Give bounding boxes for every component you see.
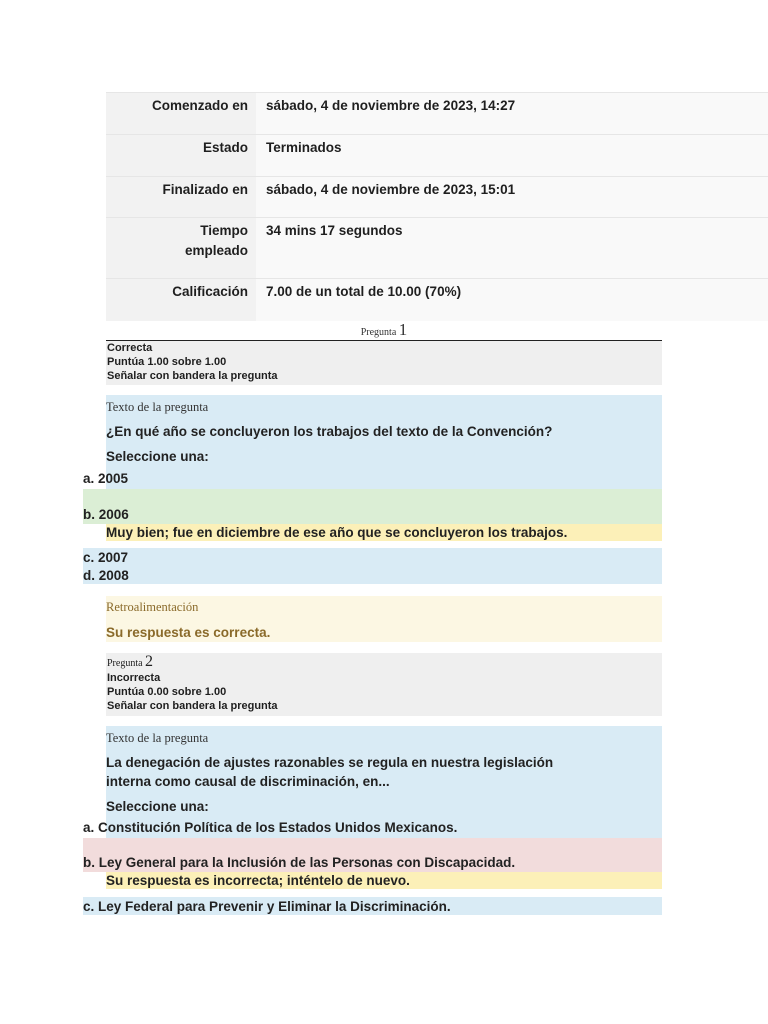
question-2-info: [106, 653, 662, 716]
time-value: 34 mins 17 segundos: [256, 218, 768, 278]
question-2-select-one: Seleccione una:: [106, 799, 209, 814]
question-2-status: Incorrecta: [107, 672, 161, 684]
question-1-score: Puntúa 1.00 sobre 1.00: [107, 356, 227, 368]
question-1-flag-link[interactable]: Señalar con bandera la pregunta: [107, 370, 278, 382]
question-1-feedback: Muy bien; fue en diciembre de ese año que se concluyeron los trabajos.: [106, 524, 662, 541]
started-value: sábado, 4 de noviembre de 2023, 14:27: [256, 93, 768, 134]
question-1-option-a[interactable]: a. 2005: [83, 471, 129, 486]
question-1-option-c[interactable]: c. 2007: [83, 550, 129, 565]
question-2-option-a[interactable]: a. Constitución Política de los Estados Unidos Mexicanos.: [83, 820, 458, 835]
question-1-info: [106, 341, 662, 385]
retro-label: Retroalimentación: [106, 600, 199, 614]
question-1-text: ¿En qué año se concluyeron los trabajos del texto de la Convención?: [106, 424, 553, 439]
finished-value: sábado, 4 de noviembre de 2023, 15:01: [256, 177, 768, 217]
question-1-option-b-bg: [83, 489, 662, 524]
question-2-flag-link[interactable]: Señalar con bandera la pregunta: [107, 700, 278, 712]
question-1-text-box: [106, 395, 662, 489]
question-2-number: 2: [145, 653, 154, 670]
grade-value: 7.00 de un total de 10.00 (70%): [256, 279, 768, 321]
question-2-option-c[interactable]: c. Ley Federal para Prevenir y Eliminar la Discriminación.: [83, 899, 451, 914]
question-2-option-b[interactable]: b. Ley General para la Inclusión de las Personas con Discapacidad.: [83, 855, 516, 870]
question-1-status: Correcta: [107, 342, 153, 354]
question-1-select-one: Seleccione una:: [106, 449, 209, 464]
question-2-text: [106, 753, 662, 791]
time-label-line2: empleado: [184, 243, 248, 258]
question-2-score: Puntúa 0.00 sobre 1.00: [107, 686, 227, 698]
question-2-word: Pregunta: [107, 658, 143, 669]
question-1-options-cd-bg: [83, 548, 662, 584]
question-1-number: 1: [398, 320, 408, 339]
question-1-heading: [106, 320, 662, 340]
time-label: [106, 218, 256, 278]
state-value: Terminados: [256, 135, 768, 176]
summary-row-state: [106, 135, 768, 177]
summary-row-started: [106, 93, 768, 135]
question-2-text-label: Texto de la pregunta: [106, 731, 209, 745]
summary-row-finished: [106, 177, 768, 218]
question-2-feedback: Su respuesta es incorrecta; inténtelo de nuevo.: [106, 872, 662, 889]
finished-label: Finalizado en: [106, 177, 256, 217]
question-1-word: Pregunta: [360, 327, 397, 338]
question-1-text-label: Texto de la pregunta: [106, 400, 209, 414]
summary-row-grade: [106, 279, 768, 321]
state-label: Estado: [106, 135, 256, 176]
question-1-option-d[interactable]: d. 2008: [83, 568, 129, 583]
question-2-text-line2: interna como causal de discriminación, en...: [106, 774, 390, 789]
question-1-option-b[interactable]: b. 2006: [83, 507, 129, 522]
grade-label: Calificación: [106, 279, 256, 321]
question-2-heading: [107, 655, 662, 671]
summary-row-time: [106, 218, 768, 279]
attempt-summary-table: [106, 92, 768, 321]
question-2-text-line1: La denegación de ajustes razonables se regula en nuestra legislación: [106, 755, 554, 770]
retro-text: Su respuesta es correcta.: [106, 625, 271, 640]
question-1-retro-box: [106, 596, 662, 642]
time-label-line1: Tiempo: [200, 223, 248, 238]
started-label: Comenzado en: [106, 93, 256, 134]
